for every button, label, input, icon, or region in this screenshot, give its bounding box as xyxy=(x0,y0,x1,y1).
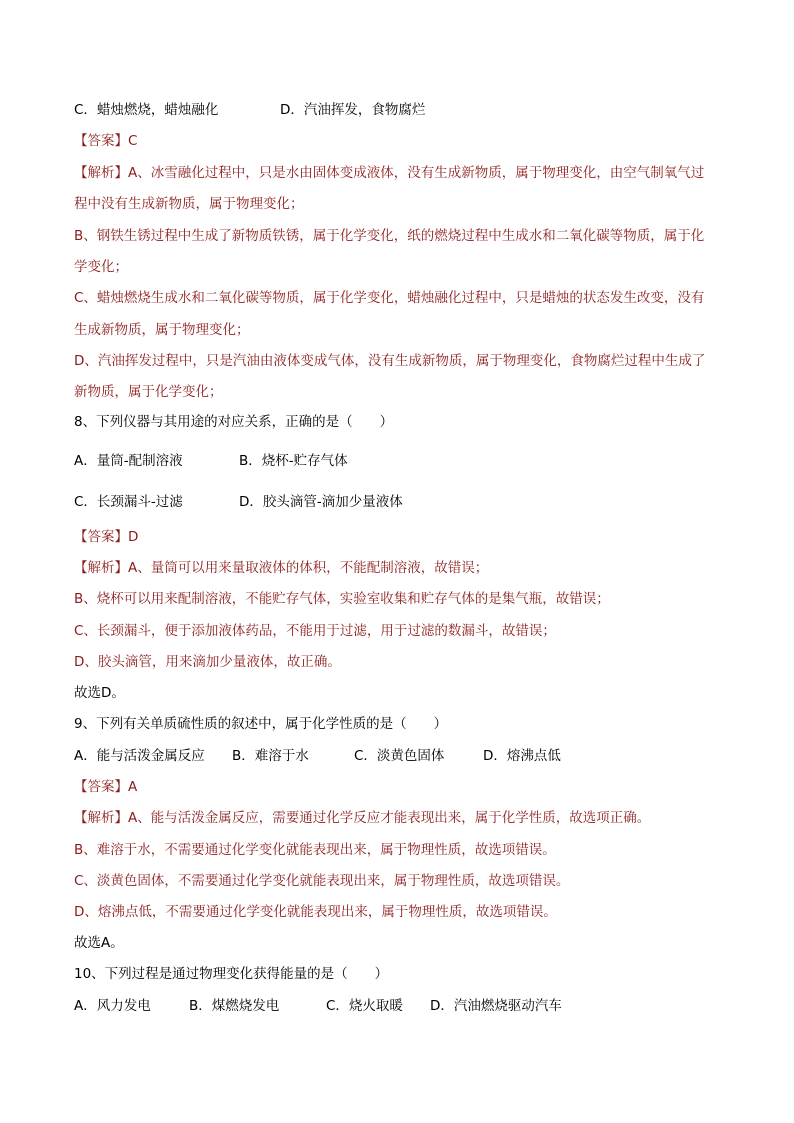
q7-option-d: D．汽油挥发，食物腐烂 xyxy=(280,102,426,118)
q9-conclusion: 故选A。 xyxy=(74,935,124,951)
q8-option-b: B．烧杯-贮存气体 xyxy=(239,453,348,469)
q7-explain-line: 【解析】A、冰雪融化过程中，只是水由固体变成液体，没有生成新物质，属于物理变化，由空气制氧气过 xyxy=(74,165,705,181)
q9-answer: 【答案】A xyxy=(74,779,138,795)
q10-option-a: A．风力发电 xyxy=(74,998,151,1014)
q8-conclusion: 故选D。 xyxy=(74,685,125,701)
q8-option-c: C．长颈漏斗-过滤 xyxy=(74,494,183,510)
q7-explain-line: 新物质，属于化学变化； xyxy=(74,384,223,400)
q7-explain-line: 生成新物质，属于物理变化； xyxy=(74,322,250,338)
q7-explain-line: C、蜡烛燃烧生成水和二氧化碳等物质，属于化学变化，蜡烛融化过程中，只是蜡烛的状态发生改变，没有 xyxy=(74,290,705,306)
q7-explain-line: 程中没有生成新物质，属于物理变化； xyxy=(74,196,304,212)
q9-explain-line: 【解析】A、能与活泼金属反应，需要通过化学反应才能表现出来，属于化学性质，故选项正确。 xyxy=(74,810,651,826)
q8-answer: 【答案】D xyxy=(74,529,139,545)
q9-option-c: C．淡黄色固体 xyxy=(354,748,445,764)
q9-option-d: D．熔沸点低 xyxy=(483,748,561,764)
q8-explain-line: D、胶头滴管，用来滴加少量液体，故正确。 xyxy=(74,654,341,670)
q8-option-d: D．胶头滴管-滴加少量液体 xyxy=(239,494,403,510)
q8-option-a: A．量筒-配制溶液 xyxy=(74,453,183,469)
q9-option-a: A．能与活泼金属反应 xyxy=(74,748,205,764)
q9-option-b: B．难溶于水 xyxy=(232,748,309,764)
q7-option-c: C．蜡烛燃烧，蜡烛融化 xyxy=(74,102,219,118)
q7-explain-line: D、汽油挥发过程中，只是汽油由液体变成气体，没有生成新物质，属于物理变化，食物腐烂过程中生成了 xyxy=(74,353,706,369)
q9-explain-line: C、淡黄色固体，不需要通过化学变化就能表现出来，属于物理性质，故选项错误。 xyxy=(74,873,570,889)
q7-explain-line: 学变化； xyxy=(74,259,128,275)
q8-explain-line: C、长颈漏斗，便于添加液体药品，不能用于过滤，用于过滤的数漏斗，故错误； xyxy=(74,623,556,639)
q8-explain-line: 【解析】A、量筒可以用来量取液体的体积，不能配制溶液，故错误； xyxy=(74,560,489,576)
q8-question: 8、下列仪器与其用途的对应关系，正确的是（ ） xyxy=(74,414,394,430)
q10-option-b: B．煤燃烧发电 xyxy=(189,998,280,1014)
q9-question: 9、下列有关单质硫性质的叙述中，属于化学性质的是（ ） xyxy=(74,716,448,732)
q10-question: 10、下列过程是通过物理变化获得能量的是（ ） xyxy=(74,966,389,982)
q9-explain-line: D、熔沸点低，不需要通过化学变化就能表现出来，属于物理性质，故选项错误。 xyxy=(74,904,557,920)
q10-option-c: C．烧火取暖 xyxy=(326,998,403,1014)
q9-explain-line: B、难溶于水，不需要通过化学变化就能表现出来，属于物理性质，故选项错误。 xyxy=(74,842,556,858)
q10-option-d: D．汽油燃烧驱动汽车 xyxy=(430,998,562,1014)
q8-explain-line: B、烧杯可以用来配制溶液，不能贮存气体，实验室收集和贮存气体的是集气瓶，故错误； xyxy=(74,591,610,607)
q7-explain-line: B、钢铁生锈过程中生成了新物质铁锈，属于化学变化，纸的燃烧过程中生成水和二氧化碳等物质，属于化 xyxy=(74,228,705,244)
q7-answer: 【答案】C xyxy=(74,133,138,149)
